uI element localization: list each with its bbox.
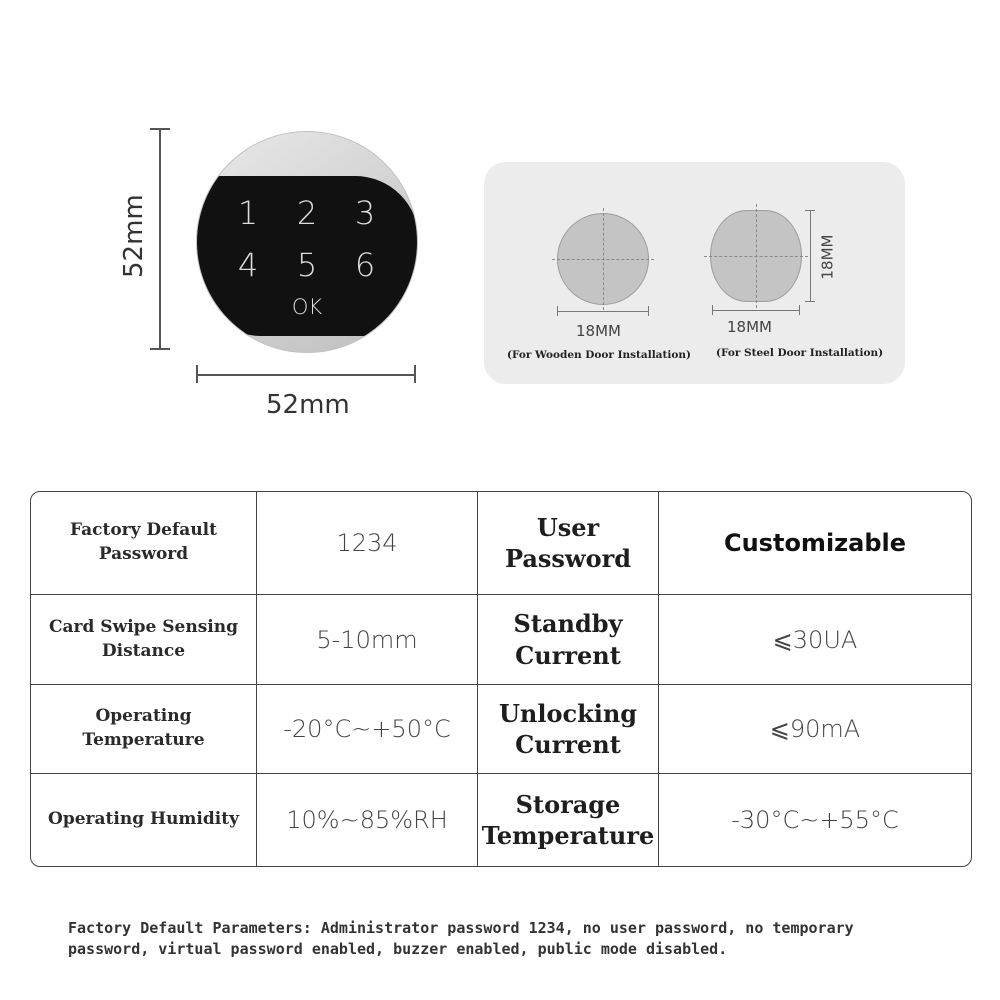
wooden-door-caption: (For Wooden Door Installation) <box>507 349 691 361</box>
spec-value-cell <box>659 685 971 774</box>
steel-height-cap-top <box>805 210 815 211</box>
spec-value: ⩽30UA <box>772 625 858 654</box>
installation-hole-panel <box>484 162 905 384</box>
steel-height-label: 18MM <box>818 234 837 280</box>
spec-value-cell <box>257 492 478 595</box>
spec-value-cell <box>659 492 971 595</box>
spec-label-cell <box>478 774 659 866</box>
height-dimension-cap-bottom <box>150 348 170 350</box>
spec-value: 10%~85%RH <box>286 806 448 834</box>
wooden-width-cap-right <box>648 306 649 316</box>
spec-value: Customizable <box>723 529 907 557</box>
lock-face-image <box>196 131 418 353</box>
steel-height-dimension-line <box>810 210 811 302</box>
spec-label: Operating Temperature <box>82 706 205 750</box>
spec-value: ⩽90mA <box>769 715 861 743</box>
height-dimension-cap-top <box>150 128 170 130</box>
spec-label: Unlocking Current <box>498 698 638 759</box>
spec-label-cell <box>31 595 257 685</box>
spec-label: Card Swipe Sensing Distance <box>48 616 239 661</box>
steel-width-dimension-line <box>712 310 800 311</box>
key-6: 6 <box>354 246 376 284</box>
wooden-width-cap-left <box>557 306 558 316</box>
spec-label: Standby Current <box>513 609 623 670</box>
key-5: 5 <box>296 246 318 284</box>
key-1: 1 <box>237 194 259 232</box>
spec-value: -20°C~+50°C <box>283 715 451 743</box>
wooden-width-label: 18MM <box>576 322 621 340</box>
spec-value-cell <box>257 774 478 866</box>
spec-label-cell <box>478 492 659 595</box>
spec-label: Factory Default Password <box>69 520 217 564</box>
spec-value: 5-10mm <box>316 625 418 654</box>
spec-table <box>30 491 972 867</box>
steel-height-cap-bottom <box>805 301 815 302</box>
spec-label-cell <box>31 492 257 595</box>
spec-value: 1234 <box>336 529 398 557</box>
steel-door-caption: (For Steel Door Installation) <box>716 347 884 359</box>
spec-label-cell <box>31 774 257 866</box>
height-dimension-line <box>159 129 161 349</box>
steel-width-cap-left <box>712 305 713 315</box>
key-4: 4 <box>237 246 259 284</box>
key-2: 2 <box>296 194 318 232</box>
wooden-hole-centerline-v <box>603 208 604 310</box>
spec-label-cell <box>478 595 659 685</box>
spec-label: Operating Humidity <box>48 809 239 830</box>
width-dimension-line <box>197 374 415 376</box>
width-dimension-label: 52mm <box>266 390 350 420</box>
key-3: 3 <box>354 194 376 232</box>
steel-width-cap-right <box>799 305 800 315</box>
keypad-panel <box>197 176 418 336</box>
steel-hole-centerline-v <box>756 204 757 308</box>
steel-width-label: 18MM <box>727 318 772 336</box>
spec-value-cell <box>257 595 478 685</box>
factory-default-footnote: Factory Default Parameters: Administrator password 1234, no user password, no temporary password, virtual password enabled, buzzer enabled, public mode disabled. <box>68 919 854 958</box>
spec-value-cell <box>257 685 478 774</box>
key-ok: OK <box>291 295 323 319</box>
spec-label-cell <box>31 685 257 774</box>
spec-label: Storage Temperature <box>481 789 655 850</box>
spec-value-cell <box>659 595 971 685</box>
width-dimension-cap-left <box>196 365 198 383</box>
spec-value: -30°C~+55°C <box>731 806 899 834</box>
spec-value-cell <box>659 774 971 866</box>
wooden-width-dimension-line <box>557 311 649 312</box>
height-dimension-label: 52mm <box>119 194 149 278</box>
spec-label-cell <box>478 685 659 774</box>
spec-label: User Password <box>504 512 632 573</box>
width-dimension-cap-right <box>414 365 416 383</box>
